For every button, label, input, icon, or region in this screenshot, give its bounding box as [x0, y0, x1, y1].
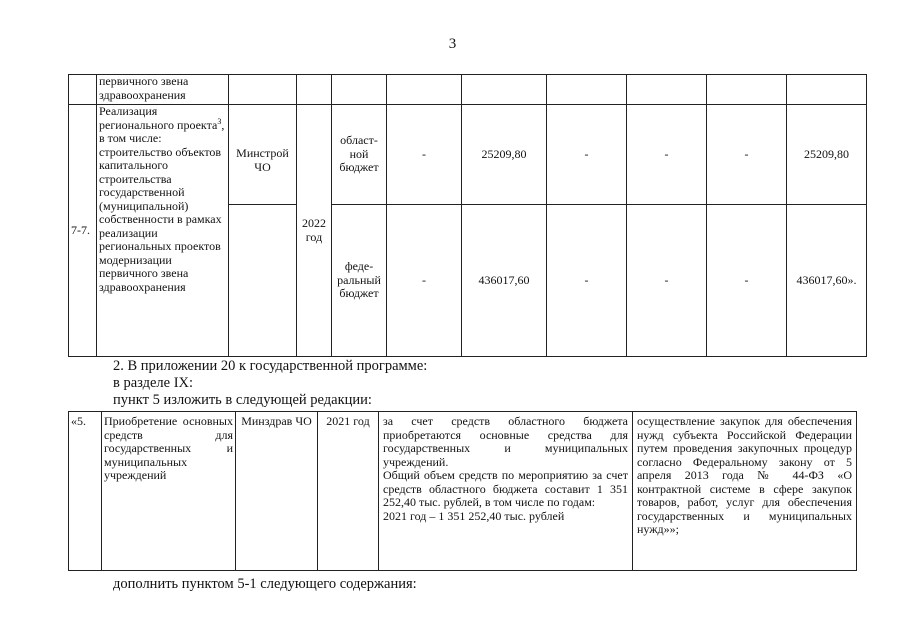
value-cell: - [707, 205, 787, 357]
paragraph: дополнить пунктом 5-1 следующего содержания: [113, 576, 417, 592]
item-table [68, 411, 857, 571]
total-cell: 25209,80 [787, 105, 867, 205]
executor: Минздрав ЧО [236, 412, 318, 571]
description: за счет средств областного бюджета приобретаются основные средства для государственных и муниципальных учреждений. Общий объем средств по мероприятию за счет средств областного бюджета составит 1 351 252,40 тыс. рублей, в том числе по годам: 2021 год – 1 351 252,40 тыс. рублей [379, 412, 633, 571]
item-number: «5. [69, 412, 102, 571]
paragraph: 2. В приложении 20 к государственной программе: [113, 358, 428, 374]
total-cell: 436017,60». [787, 205, 867, 357]
value-cell: - [547, 205, 627, 357]
value-cell: - [707, 105, 787, 205]
year: 2021 год [318, 412, 379, 571]
activities-table [68, 74, 867, 357]
value-cell: - [627, 105, 707, 205]
value-cell: - [387, 105, 462, 205]
value-cell: 436017,60 [462, 205, 547, 357]
item-name: Приобретение основных средств для государственных и муниципальных учреждений [102, 412, 236, 571]
year: 2022 год [297, 105, 332, 357]
value-cell: - [387, 205, 462, 357]
value-cell: - [547, 105, 627, 205]
activity-name: Реализация регионального проекта$^3$, в том числе: строительство объектов капитального строительства государственной (муниципальной) собственности в рамках реализации региональных проектов модернизации первичного звена здравоохранения [97, 105, 229, 357]
value-cell: 25209,80 [462, 105, 547, 205]
row-number: 7-7. [69, 105, 97, 357]
table-row [69, 75, 867, 105]
funding-source: област-ной бюджет [332, 105, 387, 205]
prev-row-name: первичного звена здравоохранения [97, 75, 229, 105]
paragraph: пункт 5 изложить в следующей редакции: [113, 392, 372, 408]
value-cell: - [627, 205, 707, 357]
page-number: 3 [448, 36, 457, 52]
mechanism: осуществление закупок для обеспечения нужд субъекта Российской Федерации путем проведения закупочных процедур согласно Федеральному закону от 5 апреля 2013 года № 44-ФЗ «О контрактной системе в сфере закупок товаров, работ, услуг для обеспечения государственных и муниципальных нужд»»; [633, 412, 857, 571]
funding-source: феде-ральный бюджет [332, 205, 387, 357]
table-row [69, 105, 867, 205]
executor: Минстрой ЧО [229, 105, 297, 205]
paragraph: в разделе IX: [113, 375, 194, 391]
table-row [69, 412, 857, 571]
